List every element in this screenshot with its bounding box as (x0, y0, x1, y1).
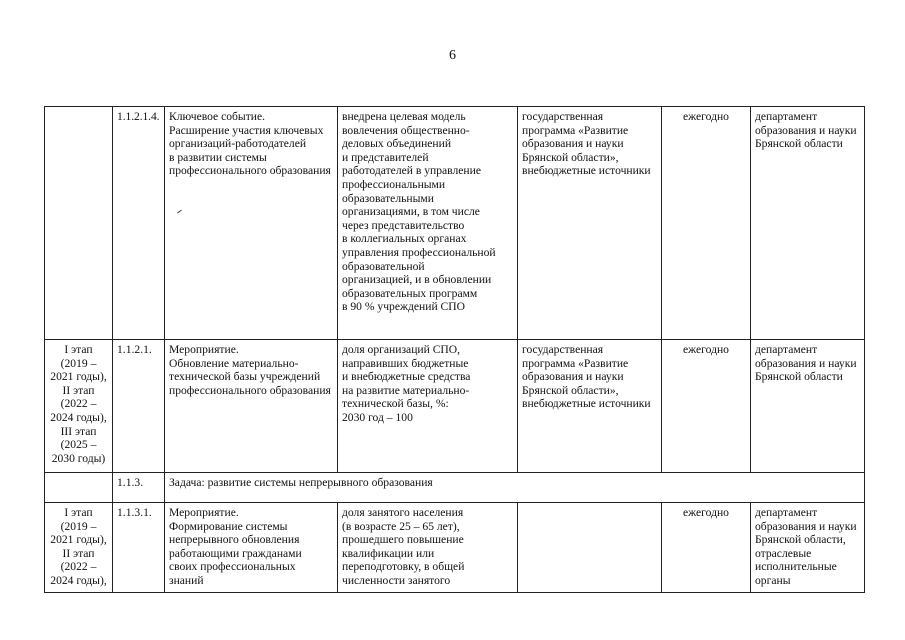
stage-cell (45, 107, 113, 340)
source-cell (518, 503, 662, 593)
responsible-cell: департамент образования и науки Брянской области, отраслевые исполнительные органы (751, 503, 865, 593)
task-row (45, 473, 865, 503)
code-cell: 1.1.2.1.4. (113, 107, 165, 340)
name-cell: Ключевое событие. Расширение участия ключевых организаций-работодателей в развитии системы профессионального образования (165, 107, 338, 340)
measures-table (44, 106, 865, 593)
code-cell: 1.1.3. (113, 473, 165, 503)
stage-cell: I этап (2019 – 2021 годы), II этап (2022 – 2024 годы), III этап (2025 – 2030 годы) (45, 340, 113, 473)
source-cell: государственная программа «Развитие образования и науки Брянской области», внебюджетные источники (518, 107, 662, 340)
indicator-cell: доля занятого населения (в возрасте 25 – 65 лет), прошедшего повышение квалификации или переподготовку, в общей численности занятого (338, 503, 518, 593)
source-cell: государственная программа «Развитие образования и науки Брянской области», внебюджетные источники (518, 340, 662, 473)
table-row (45, 107, 865, 340)
name-cell: Мероприятие. Формирование системы непрерывного обновления работающими гражданами своих профессиональных знаний (165, 503, 338, 593)
code-cell: 1.1.3.1. (113, 503, 165, 593)
stage-cell: I этап (2019 – 2021 годы), II этап (2022 – 2024 годы), (45, 503, 113, 593)
task-text-cell: Задача: развитие системы непрерывного образования (165, 473, 865, 503)
name-cell: Мероприятие. Обновление материально- технической базы учреждений профессионального образования (165, 340, 338, 473)
responsible-cell: департамент образования и науки Брянской области (751, 340, 865, 473)
indicator-cell: доля организаций СПО, направивших бюджетные и внебюджетные средства на развитие материально- технической базы, %: 2030 год – 100 (338, 340, 518, 473)
code-cell: 1.1.2.1. (113, 340, 165, 473)
responsible-cell: департамент образования и науки Брянской области (751, 107, 865, 340)
period-cell: ежегодно (662, 503, 751, 593)
table-row (45, 503, 865, 593)
indicator-cell: внедрена целевая модель вовлечения общественно- деловых объединений и представителей работодателей в управление профессиональными образовательными организациями, в том числе через представительство в коллегиальных органах управления профессиональной образовательной организацией, и в обновлении образовательных программ в 90 % учреждений СПО (338, 107, 518, 340)
table-row (45, 340, 865, 473)
period-cell: ежегодно (662, 107, 751, 340)
stage-cell (45, 473, 113, 503)
period-cell: ежегодно (662, 340, 751, 473)
page-number: 6 (449, 48, 456, 63)
